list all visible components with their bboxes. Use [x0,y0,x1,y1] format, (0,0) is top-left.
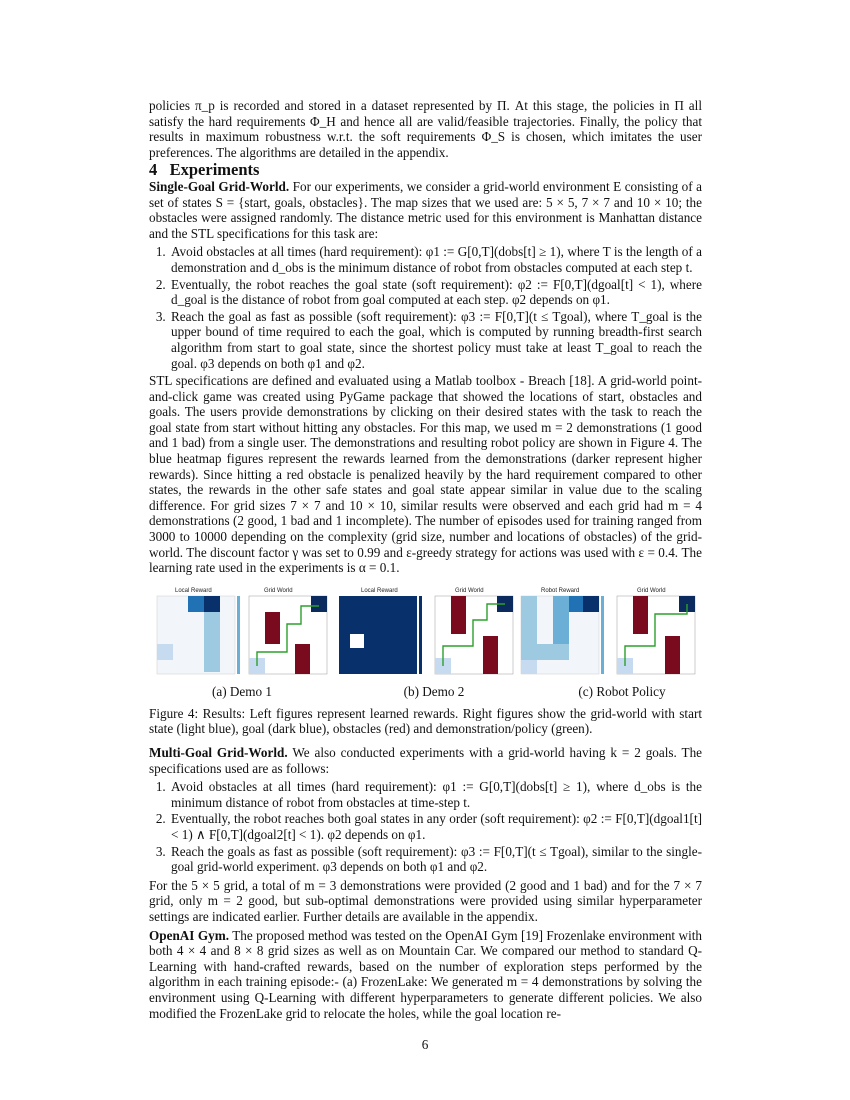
subcaption-robot-policy: (c) Robot Policy [578,683,666,699]
openai-paragraph [149,928,702,1022]
list-item: 2. Eventually, the robot reaches the goal state (soft requirement): φ2 := F[0,T](dgoal[t] < 1), where d_goal is the distance of robot from goal computed at each step. φ2 depends on φ1. [169,277,702,308]
single-goal-intro: For our experiments, we consider a grid-world environment E consisting of a set of states S = {start, goals, obstacles}. The map sizes that we used are: 5 × 5, 7 × 7 and 10 × 10; the obstacles were assigned randomly. The distance metric used for this environment is Manhattan distance and the STL specifications for this task are: [149,178,703,241]
obstacle [265,612,280,644]
multi-goal-intro-paragraph [149,745,702,776]
panel-title: Robot Reward [541,587,580,594]
figure-4 [149,584,702,704]
heatmap-cell [157,644,173,660]
heatmap-cell [583,596,599,612]
obstacle [451,596,466,634]
list-item: 1. Avoid obstacles at all times (hard requirement): φ1 := G[0,T](dobs[t] ≥ 1), where T is the length of a demonstration and d_obs is the minimum distance of robot from obstacles computed at each step t. [169,244,702,275]
heatmap-cell [204,612,220,672]
multi-goal-intro: We also conducted experiments with a grid-world having k = 2 goals. The specifications used are as follows: [149,745,703,776]
heatmap-cell [521,596,537,644]
single-goal-spec-list [149,244,702,371]
list-item: 2. Eventually, the robot reaches both goal states in any order (soft requirement): φ2 := F[0,T](dgoal1[t] < 1) ∧ F[0,T](dgoal2[t] < 1). φ2 depends on φ1. [169,811,702,842]
heatmap-cell [188,596,204,612]
grid-world [435,596,513,674]
multi-goal-heading: Multi-Goal Grid-World. [149,745,288,760]
list-item: 3. Reach the goal as fast as possible (soft requirement): φ3 := F[0,T](t ≤ Tgoal), where T_goal is the upper bound of time required to each the goal, which is computed by running breadth-first search algorithm from start to goal state, since the shortest policy must take at least T_goal to reach the goal. φ3 depends on both φ1 and φ2. [169,309,702,371]
grid-world [617,596,695,674]
openai-body: The proposed method was tested on the OpenAI Gym [19] Frozenlake environment with both 4 × 4 and 8 × 8 grid sizes as well as on Mountain Car. We compared our method to standard Q-Learning with hand-crafted rewards, based on the number of exploration steps performed by the algorithm in each training episode:- (a) FrozenLake: We generated m = 4 demonstrations by solving the environment using Q-Learning with different hyperparameters to generate different policies. We also modified the FrozenLake grid to relocate the holes, while the goal location re- [149,927,702,1021]
subcaption-demo-1: (a) Demo 1 [211,683,273,699]
section-title: Experiments [169,160,260,180]
figure-panel-demo-2 [337,584,522,682]
heatmap-cell [553,596,569,644]
goal-cell [311,596,327,612]
colorbar [601,596,604,674]
panel-title: Local Reward [175,587,212,594]
subcaption-demo-2: (b) Demo 2 [403,683,465,699]
section-heading [149,162,702,178]
multi-goal-body: For the 5 × 5 grid, a total of m = 3 demonstrations were provided (2 good and 1 bad) and for the 7 × 7 grid, only m = 2 good, but sub-optimal demonstrations were provided using similar hyperparameter settings are indicated earlier. Further details are available in the appendix. [149,877,702,924]
obstacle [633,596,648,634]
single-goal-heading: Single-Goal Grid-World. [149,178,290,194]
heatmap-cell [350,634,364,648]
heatmap-cell [521,644,569,660]
heatmap-cell [569,596,585,612]
obstacle [483,636,498,674]
single-goal-intro-paragraph [149,179,702,241]
list-item: 3. Reach the goals as fast as possible (soft requirement): φ3 := F[0,T](t ≤ Tgoal), similar to the single-goal grid-world experiment. φ3 depends on both φ1 and φ2. [169,844,702,875]
list-item: 1. Avoid obstacles at all times (hard requirement): φ1 := G[0,T](dobs[t] ≥ 1), where d_obs is the minimum distance of robot from obstacles at time-step t. [169,779,702,810]
multi-goal-spec-list [149,779,702,875]
panel-title: Local Reward [361,587,398,594]
panel-title: Grid World [455,587,484,594]
intro-paragraph: policies π_p is recorded and stored in a dataset represented by Π. At this stage, the policies in Π all satisfy the hard requirements Φ_H and hence all are valid/feasible trajectories. Finally, the policy that results in maximum robustness w.r.t. the soft requirements Φ_S is chosen, which imitates the user preferences. The algorithms are detailed in the appendix. [149,98,702,160]
heatmap-cell [204,596,220,612]
heatmap-cell [521,660,537,674]
figure-caption: Figure 4: Results: Left figures represent learned rewards. Right figures show the grid-world with start state (light blue), goal (dark blue), obstacles (red) and demonstration/policy (green). [149,705,702,737]
panel-title: Grid World [637,587,666,594]
single-goal-body: STL specifications are defined and evaluated using a Matlab toolbox - Breach [18]. A grid-world point-and-click game was created using PyGame package that showed the locations of start, obstacles and goals. The users provide demonstrations by clicking on their desired states with the task to reach the goal state from start without hitting any obstacles. For this map, we used m = 2 demonstrations (1 good and 1 bad) from a single user. The demonstrations and resulting robot policy are shown in Figure 4. The blue heatmap figures represent the rewards learned from the demonstrations (darker represent higher rewards). Since hitting a red obstacle is penalized heavily by the hard requirement compared to other states, the rewards in the other safe states and goal state appear similar in value due to the scaling difference. For grid sizes 7 × 7 and 10 × 10, similar results were observed and each grid had m = 4 demonstrations (2 good, 1 bad and 1 incomplete). The number of episodes used for training ranged from 3000 to 10000 depending on the complexity (grid size, number and locations of obstacles) of the grid-world. The discount factor γ was set to 0.99 and ε-greedy strategy for actions was used with ε = 0.4. The learning rate used in the experiments is α = 0.1. [149,373,702,576]
page-body [149,98,702,1021]
colorbar [419,596,422,674]
openai-heading: OpenAI Gym. [149,927,230,943]
obstacle [295,644,310,674]
page-number: 6 [421,1037,429,1052]
grid-world [249,596,327,674]
obstacle [665,636,680,674]
figure-panel-demo-1 [149,584,334,682]
panel-title: Grid World [264,587,293,594]
section-number: 4 [149,160,158,180]
figure-panel-robot-policy [519,584,704,682]
colorbar [237,596,240,674]
